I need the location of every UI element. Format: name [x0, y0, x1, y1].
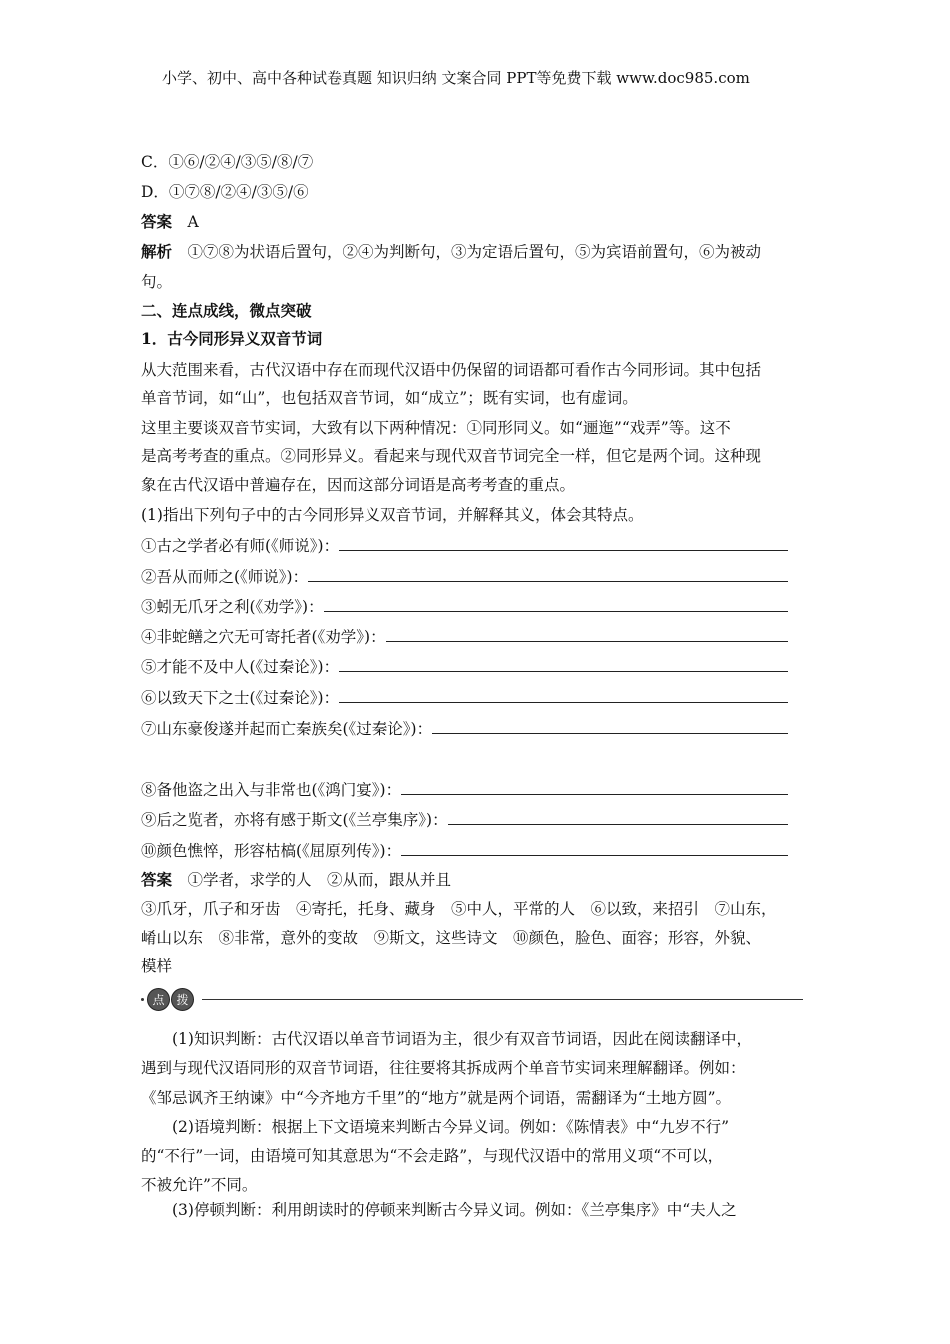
intro-line: 单音节词，如“山”，也包括双音节词，如“成立”；既有实词，也有虚词。	[141, 389, 638, 407]
analysis-cont: 句。	[141, 273, 173, 291]
tip-badge	[141, 988, 195, 1011]
page-header: 小学、初中、高中各种试卷真题 知识归纳 文案合同 PPT等免费下载 www.doc985.com	[162, 69, 750, 87]
question-text: ②吾从而师之(《师说》)：	[141, 568, 309, 586]
answer-label: 答案	[141, 870, 173, 889]
option-d: D．①⑦⑧/②④/③⑤/⑥	[141, 183, 309, 201]
question-text: ③蚓无爪牙之利(《劝学》)：	[141, 598, 324, 616]
intro-line: 这里主要谈双音节实词，大致有以下两种情况：①同形同义。如“逦迤”“戏弄”等。这不	[141, 419, 731, 437]
question-item	[141, 536, 788, 556]
answer-blank[interactable]	[401, 780, 788, 795]
answer-label: 答案	[141, 212, 173, 231]
question-item	[141, 810, 788, 830]
intro-line: 象在古代汉语中普遍存在，因而这部分词语是高考考查的重点。	[141, 476, 576, 494]
answer-blank[interactable]	[339, 657, 788, 672]
answer-blank[interactable]	[339, 688, 788, 703]
answer-1	[141, 212, 199, 232]
question-text: ⑧备他盗之出入与非常也(《鸿门宴》)：	[141, 781, 402, 799]
tip-badge-char: 拨	[171, 988, 194, 1011]
question-item	[141, 780, 788, 800]
question-text: ⑦山东豪俊遂并起而亡秦族矣(《过秦论》)：	[141, 720, 433, 738]
answer-blank[interactable]	[401, 841, 788, 856]
answer-line: 崤山以东 ⑧非常，意外的变故 ⑨斯文，这些诗文 ⑩颜色，脸色、面容；形容，外貌、	[141, 929, 762, 947]
question-text: ④非蛇鳝之穴无可寄托者(《劝学》)：	[141, 628, 386, 646]
answer-blank[interactable]	[339, 536, 788, 551]
answer-2	[141, 870, 451, 890]
question-item	[141, 567, 788, 587]
question-item	[141, 688, 788, 708]
answer-blank[interactable]	[324, 597, 788, 612]
divider	[202, 999, 803, 1000]
answer-line: ③爪牙，爪子和牙齿 ④寄托，托身、藏身 ⑤中人，平常的人 ⑥以致，来招引 ⑦山东，	[141, 900, 777, 918]
tip-line: 的“不行”一词，由语境可知其意思为“不会走路”，与现代汉语中的常用义项“不可以，	[141, 1147, 724, 1165]
section-heading: 二、连点成线，微点突破	[141, 301, 312, 320]
answer-blank[interactable]	[386, 627, 788, 642]
answer-blank[interactable]	[432, 719, 788, 734]
intro-line: 是高考考查的重点。②同形异义。看起来与现代双音节词完全一样，但它是两个词。这种现	[141, 447, 762, 465]
analysis-text: ①⑦⑧为状语后置句，②④为判断句，③为定语后置句，⑤为宾语前置句，⑥为被动	[187, 243, 762, 261]
tip-line: 《邹忌讽齐王纳谏》中“今齐地方千里”的“地方”就是两个词语，需翻译为“土地方圆”。	[141, 1089, 732, 1107]
analysis-label: 解析	[141, 242, 173, 261]
answer-blank[interactable]	[308, 567, 788, 582]
question-item	[141, 657, 788, 677]
question-item	[141, 841, 788, 861]
question-item	[141, 627, 788, 647]
tip-line: (3)停顿判断：利用朗读时的停顿来判断古今异义词。例如：《兰亭集序》中“夫人之	[172, 1201, 737, 1219]
question-text: ①古之学者必有师(《师说》)：	[141, 537, 340, 555]
question-text: ⑩颜色憔悴，形容枯槁(《屈原列传》)：	[141, 842, 402, 860]
intro-line: (1)指出下列句子中的古今同形异义双音节词，并解释其义，体会其特点。	[141, 506, 644, 524]
answer-blank[interactable]	[448, 810, 788, 825]
question-item	[141, 597, 788, 617]
question-text: ⑨后之览者，亦将有感于斯文(《兰亭集序》)：	[141, 811, 448, 829]
tip-line: (2)语境判断：根据上下文语境来判断古今异义词。例如：《陈情表》中“九岁不行”	[172, 1118, 730, 1136]
option-c: C．①⑥/②④/③⑤/⑧/⑦	[141, 153, 314, 171]
tip-line: 遇到与现代汉语同形的双音节词语，往往要将其拆成两个单音节实词来理解翻译。例如：	[141, 1059, 746, 1077]
answer-line: 模样	[141, 957, 173, 975]
question-text: ⑥以致天下之士(《过秦论》)：	[141, 689, 340, 707]
question-text: ⑤才能不及中人(《过秦论》)：	[141, 658, 340, 676]
answer-line: ①学者，求学的人 ②从而，跟从并且	[187, 871, 452, 889]
sub-heading: 1．古今同形异义双音节词	[141, 329, 323, 348]
tip-badge-char: 点	[147, 988, 170, 1011]
intro-line: 从大范围来看，古代汉语中存在而现代汉语中仍保留的词语都可看作古今同形词。其中包括	[141, 361, 762, 379]
tip-line: 不被允许”不同。	[141, 1176, 258, 1194]
answer-value: A	[187, 213, 199, 231]
tip-line: (1)知识判断：古代汉语以单音节词语为主，很少有双音节词语，因此在阅读翻译中，	[172, 1030, 752, 1048]
question-item	[141, 719, 788, 739]
analysis	[141, 242, 761, 262]
